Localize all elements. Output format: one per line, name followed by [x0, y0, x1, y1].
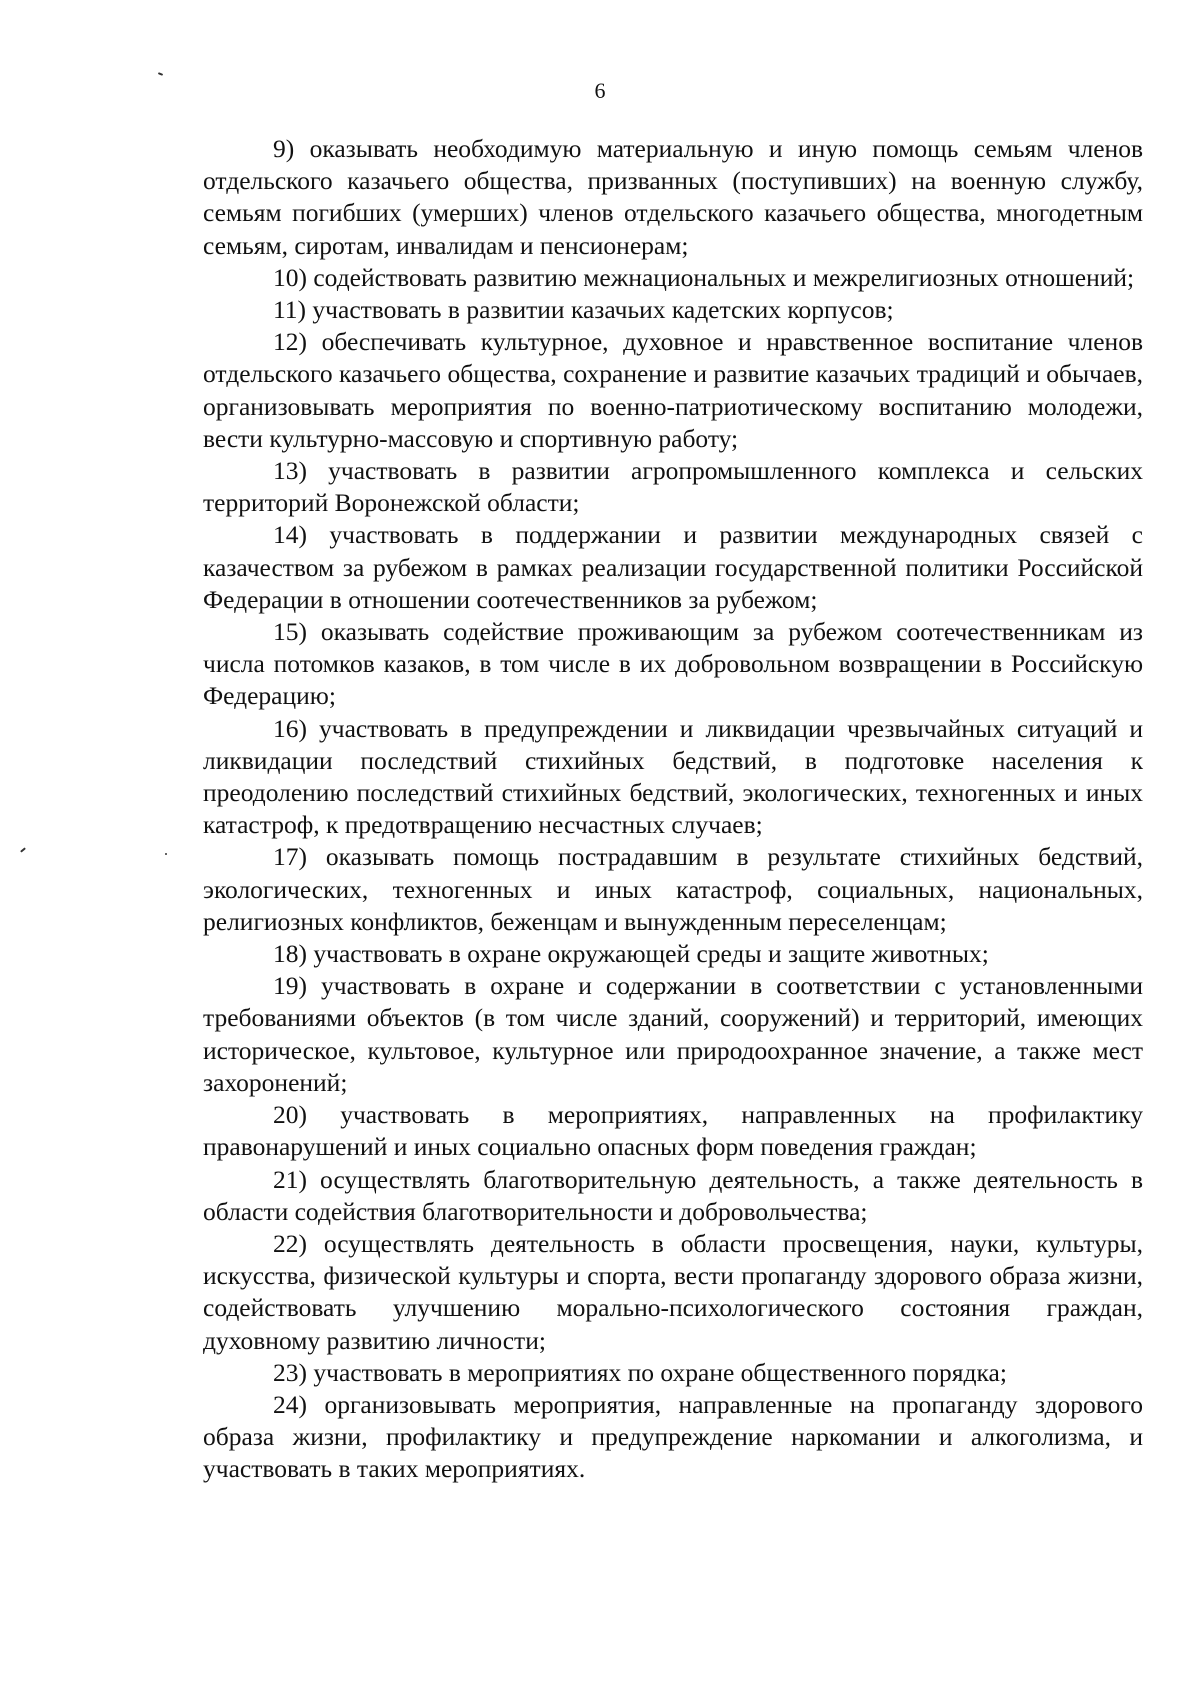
scan-speck	[158, 72, 163, 76]
page-number: 6	[594, 78, 606, 103]
document-body	[203, 133, 1143, 1486]
scan-speck	[165, 853, 167, 855]
scan-speck	[20, 847, 26, 852]
list-item: 17) оказывать помощь пострадавшим в результате стихийных бедствий, экологических, техногенных и иных катастроф, социальных, национальных, религиозных конфликтов, беженцам и вынужденным переселенцам;	[203, 842, 1143, 936]
list-item: 23) участвовать в мероприятиях по охране общественного порядка;	[273, 1357, 1007, 1387]
list-item: 9) оказывать необходимую материальную и иную помощь семьям членов отдельского казачьего общества, призванных (поступивших) на военную службу, семьям погибших (умерших) членов отдельского казачьего общества, многодетным семьям, сиротам, инвалидам и пенсионерам;	[203, 134, 1143, 260]
list-item: 20) участвовать в мероприятиях, направленных на профилактику правонарушений и иных социально опасных форм поведения граждан;	[203, 1100, 1143, 1162]
list-item: 16) участвовать в предупреждении и ликвидации чрезвычайных ситуаций и ликвидации последствий стихийных бедствий, в подготовке населения к преодолению последствий стихийных бедствий, экологических, техногенных и иных катастроф, к предотвращению несчастных случаев;	[203, 713, 1143, 840]
list-item: 19) участвовать в охране и содержании в соответствии с установленными требованиями объектов (в том числе зданий, сооружений) и территорий, имеющих историческое, культовое, культурное или природоохранное значение, а также мест захоронений;	[203, 971, 1143, 1097]
list-item: 13) участвовать в развитии агропромышленного комплекса и сельских территорий Воронежской области;	[203, 456, 1143, 518]
list-item: 22) осуществлять деятельность в области просвещения, науки, культуры, искусства, физической культуры и спорта, вести пропаганду здорового образа жизни, содействовать улучшению морально-психологического состояния граждан, духовному развитию личности;	[203, 1228, 1143, 1355]
list-item: 15) оказывать содействие проживающим за рубежом соотечественникам из числа потомков казаков, в том числе в их добровольном возвращении в Российскую Федерацию;	[203, 617, 1143, 711]
list-item: 24) организовывать мероприятия, направленные на пропаганду здорового образа жизни, профилактику и предупреждение наркомании и алкоголизма, и участвовать в таких мероприятиях.	[203, 1389, 1143, 1484]
list-item: 18) участвовать в охране окружающей среды и защите животных;	[273, 939, 989, 969]
list-item: 21) осуществлять благотворительную деятельность, а также деятельность в области содействия благотворительности и добровольчества;	[203, 1164, 1143, 1226]
list-item: 10) содействовать развитию межнациональных и межрелигиозных отношений;	[273, 262, 1135, 292]
list-item: 14) участвовать в поддержании и развитии международных связей с казачеством за рубежом в рамках реализации государственной политики Российской Федерации в отношении соотечественников за рубежом;	[203, 520, 1143, 614]
list-item: 12) обеспечивать культурное, духовное и нравственное воспитание членов отдельского казачьего общества, сохранение и развитие казачьих традиций и обычаев, организовывать мероприятия по военно-патриотическому воспитанию молодежи, вести культурно-массовую и спортивную работу;	[203, 327, 1143, 453]
list-item: 11) участвовать в развитии казачьих кадетских корпусов;	[273, 295, 894, 325]
